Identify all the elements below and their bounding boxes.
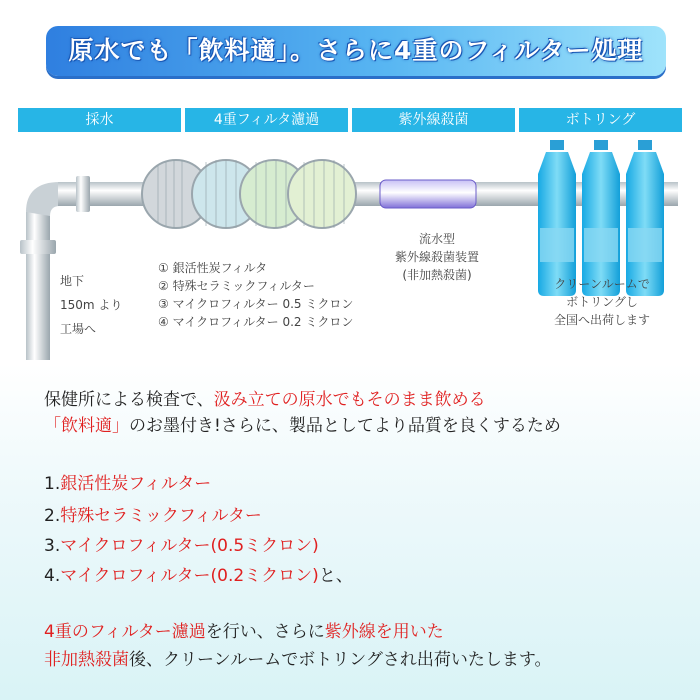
list-text: 銀活性炭フィルター: [60, 474, 212, 494]
filter-label-3: ③ マイクロフィルター 0.5 ミクロン: [158, 297, 354, 311]
bottling-line-2: ボトリングし: [566, 295, 638, 309]
uv-unit: [380, 180, 476, 208]
uv-line-3: (非加熱殺菌): [402, 268, 472, 282]
bottling-line-1: クリーンルームで: [554, 277, 650, 291]
list-number: 1.: [44, 474, 61, 494]
source-line-2: 150m より: [60, 298, 123, 312]
tab-bottling: ボトリング: [519, 108, 682, 132]
pipe-elbow: [26, 182, 60, 216]
filter-discs: [142, 160, 356, 228]
list-item: [44, 472, 211, 496]
body-highlight: 汲み立ての原水でもそのまま飲める: [213, 390, 486, 410]
body-highlight: 「飲料適」: [44, 416, 129, 436]
filter-label-4: ④ マイクロフィルター 0.2 ミクロン: [158, 315, 354, 329]
source-line-3: 工場へ: [60, 322, 97, 336]
body-text: 後、クリーンルームでボトリングされ出荷いたします。: [129, 650, 552, 670]
list-item: [44, 504, 262, 528]
body-line-3: [44, 620, 444, 644]
list-tail: と、: [318, 566, 353, 586]
source-line-1: 地下: [60, 274, 85, 288]
list-text: マイクロフィルター(0.2ミクロン): [60, 566, 319, 586]
list-item: [44, 534, 319, 558]
bottles: [538, 140, 664, 296]
pipe-flange: [76, 176, 90, 212]
tab-collection: 採水: [18, 108, 181, 132]
body-highlight: 非加熱殺菌: [44, 650, 129, 670]
tab-filtration: 4重フィルタ濾過: [185, 108, 348, 132]
uv-line-1: 流水型: [418, 232, 455, 246]
body-highlight: 紫外線を用いた: [324, 622, 444, 642]
list-text: 特殊セラミックフィルター: [60, 506, 262, 526]
process-diagram: [0, 100, 700, 360]
body-line-4: [44, 648, 552, 672]
body-highlight: 4重のフィルター濾過: [44, 622, 206, 642]
list-number: 4.: [44, 566, 61, 586]
vertical-pipe: [26, 210, 50, 360]
banner-title: 原水でも「飲料適」。さらに4重のフィルター処理: [68, 36, 644, 65]
list-number: 2.: [44, 506, 61, 526]
uv-line-2: 紫外線殺菌装置: [394, 250, 479, 264]
pipe-joint: [20, 240, 56, 254]
list-text: マイクロフィルター(0.5ミクロン): [60, 536, 319, 556]
filter-label-2: ② 特殊セラミックフィルター: [158, 279, 315, 293]
tab-uv-sterilization: 紫外線殺菌: [352, 108, 515, 132]
body-text: 保健所による検査で、: [44, 390, 214, 410]
bottling-line-3: 全国へ出荷します: [553, 313, 650, 327]
body-line-2: [44, 414, 561, 438]
title-banner: [46, 26, 666, 76]
body-text: を行い、さらに: [205, 622, 325, 642]
body-text: のお墨付き!さらに、製品としてより品質を良くするため: [129, 416, 561, 436]
list-item: [44, 564, 353, 588]
filter-label-1: ① 銀活性炭フィルタ: [158, 261, 268, 275]
body-line-1: [44, 388, 486, 412]
list-number: 3.: [44, 536, 61, 556]
